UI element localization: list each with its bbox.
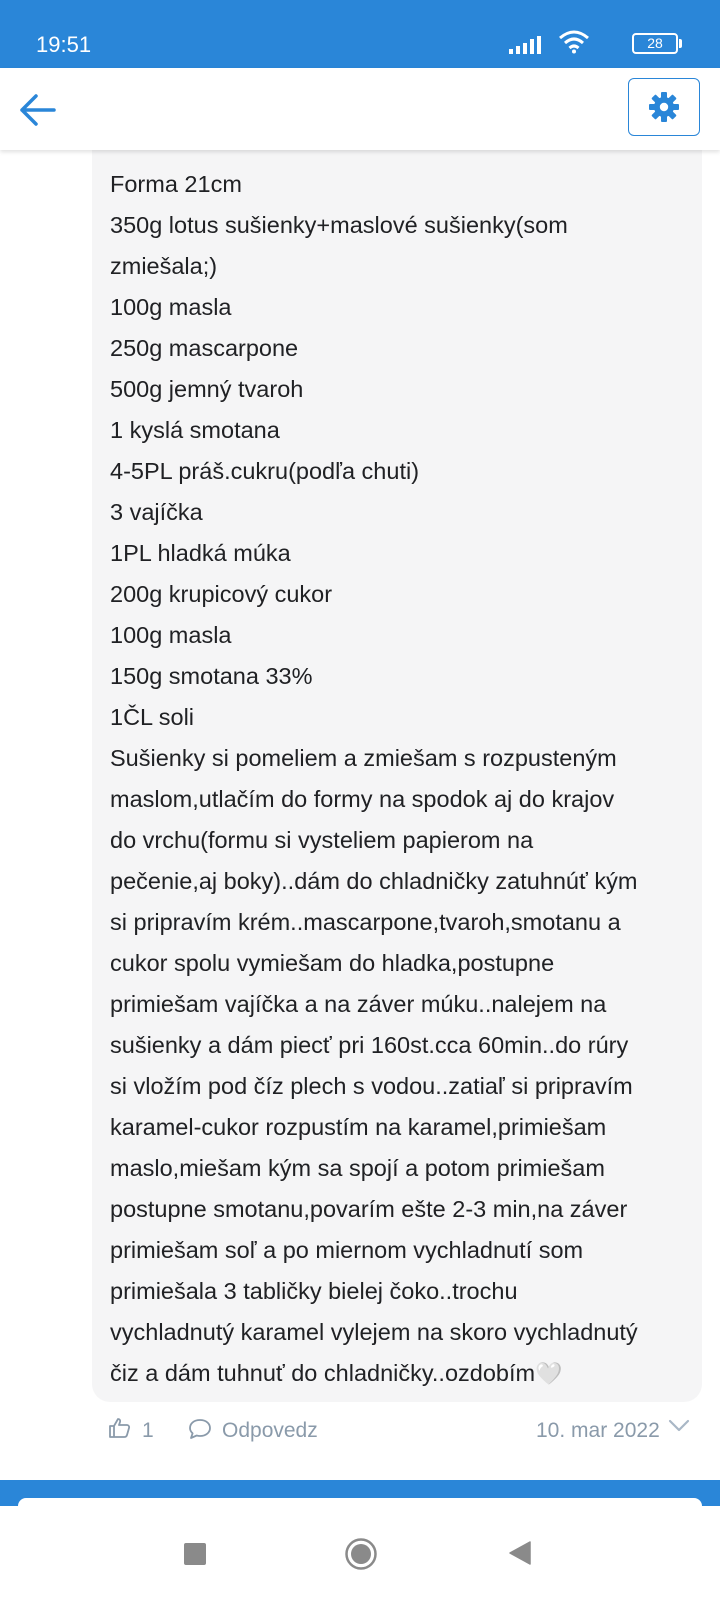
comment-line: zmiešala;)	[110, 253, 218, 279]
comment-line: 100g masla	[110, 294, 232, 320]
comment-line: 200g krupicový cukor	[110, 581, 333, 607]
comment-line: 3 vajíčka	[110, 499, 203, 525]
comment-line: pečenie,aj boky)..dám do chladničky zatuhnúť kým	[110, 868, 638, 894]
comment-line: maslom,utlačím do formy na spodok aj do krajov	[110, 786, 615, 812]
app-bar	[0, 68, 720, 150]
comment-line-text: čiz a dám tuhnuť do chladničky..ozdobím	[110, 1360, 536, 1386]
wifi-icon	[558, 30, 590, 54]
comment-line: primiešam soľ a po miernom vychladnutí som	[110, 1237, 584, 1263]
comment-actions	[0, 1410, 720, 1460]
home-icon[interactable]	[344, 1537, 378, 1571]
comment-line: Sušienky si pomeliem a zmiešam s rozpusteným	[110, 745, 617, 771]
comment-line: 1ČL soli	[110, 704, 195, 730]
comment-line: karamel-cukor rozpustím na karamel,primiešam	[110, 1114, 607, 1140]
comment-text	[110, 164, 700, 1394]
comment-line: si pripravím krém..mascarpone,tvaroh,smotanu a	[110, 909, 621, 935]
battery-indicator: 28	[632, 33, 678, 54]
settings-button[interactable]	[628, 78, 700, 136]
comment-line: 150g smotana 33%	[110, 663, 313, 689]
comment-line: 1 kyslá smotana	[110, 417, 280, 443]
speech-bubble-icon[interactable]	[188, 1418, 212, 1440]
gear-icon	[648, 91, 680, 123]
comment-line: primiešala 3 tabličky bielej čoko..trochu	[110, 1278, 518, 1304]
comment-line: maslo,miešam kým sa spojí a potom primiešam	[110, 1155, 605, 1181]
reply-button[interactable]: Odpovedz	[222, 1419, 318, 1442]
comment-line: sušienky a dám piecť pri 160st.cca 60min..do rúry	[110, 1032, 629, 1058]
back-arrow-icon[interactable]	[16, 88, 60, 132]
status-bar	[0, 0, 720, 68]
like-count[interactable]: 1	[142, 1419, 154, 1442]
comment-line: cukor spolu vymiešam do hladka,postupne	[110, 950, 555, 976]
status-time: 19:51	[36, 32, 92, 57]
comment-line: 500g jemný tvaroh	[110, 376, 304, 402]
comment-line: 4-5PL práš.cukru(podľa chuti)	[110, 458, 420, 484]
white-heart-emoji: 🤍	[535, 1361, 563, 1386]
comment-line: si vložím pod číz plech s vodou..zatiaľ si pripravím	[110, 1073, 633, 1099]
recent-apps-icon[interactable]	[184, 1543, 206, 1565]
chevron-down-icon[interactable]	[668, 1418, 690, 1434]
signal-icon	[509, 36, 543, 54]
comment-line: Forma 21cm	[110, 171, 242, 197]
comment-line: postupne smotanu,povarím ešte 2-3 min,na záver	[110, 1196, 628, 1222]
comment-line: 1PL hladká múka	[110, 540, 291, 566]
comment-line: 350g lotus sušienky+maslové sušienky(som	[110, 212, 568, 238]
comment-line-last	[110, 1353, 700, 1394]
comment-line: vychladnutý karamel vylejem na skoro vychladnutý	[110, 1319, 638, 1345]
comment-line: 250g mascarpone	[110, 335, 299, 361]
thumbs-up-icon[interactable]	[108, 1416, 132, 1440]
comment-line: 100g masla	[110, 622, 232, 648]
back-triangle-icon[interactable]	[508, 1540, 532, 1566]
system-nav-bar	[0, 1512, 720, 1600]
comment-line: primiešam vajíčka a na záver múku..nalejem na	[110, 991, 607, 1017]
comment-date: 10. mar 2022	[536, 1419, 660, 1442]
comment-line: do vrchu(formu si vysteliem papierom na	[110, 827, 534, 853]
